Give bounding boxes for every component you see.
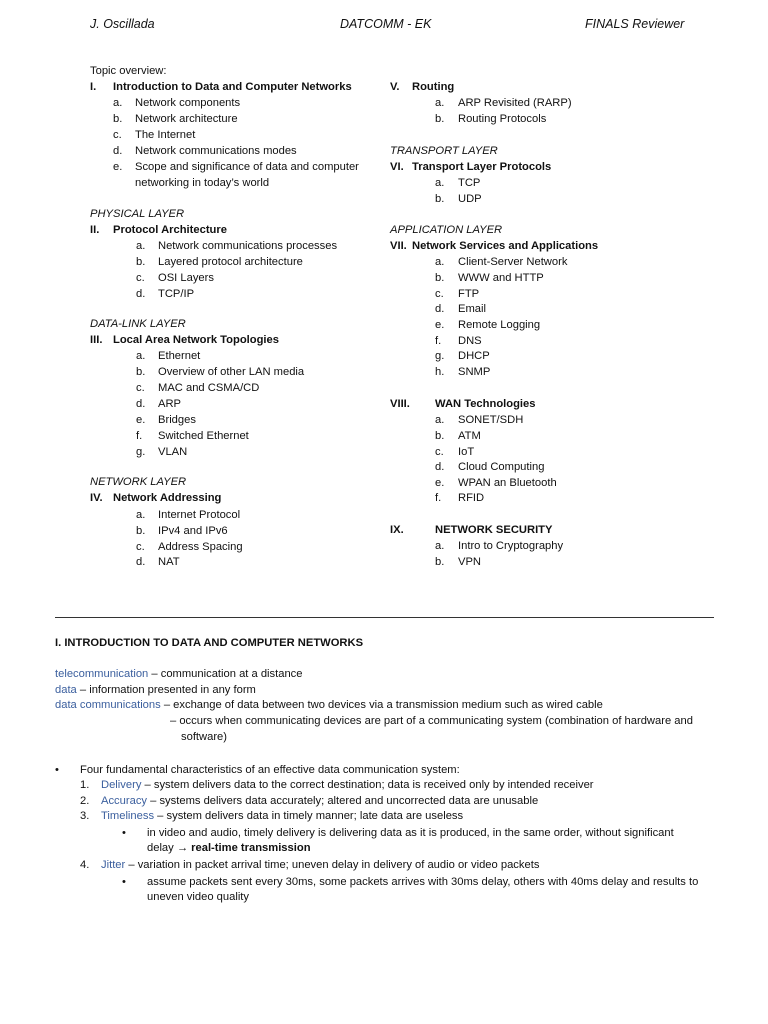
section-title: Introduction to Data and Computer Networks [113, 81, 352, 93]
list-item: OSI Layers [158, 272, 214, 284]
section-number: VII. [390, 240, 407, 252]
bullet-text-continuation: uneven video quality [147, 891, 250, 903]
characteristic-accuracy [101, 793, 538, 809]
item-letter: a. [435, 414, 445, 426]
layer-label: TRANSPORT LAYER [390, 145, 498, 157]
list-item: UDP [458, 193, 482, 205]
item-letter: c. [113, 129, 122, 141]
item-letter: b. [113, 113, 123, 125]
list-item: IoT [458, 446, 475, 458]
list-item: Network communications modes [135, 145, 297, 157]
list-item: Scope and significance of data and computer [135, 161, 359, 173]
item-number: 2. [80, 795, 90, 807]
item-number: 4. [80, 859, 90, 871]
list-item: Email [458, 303, 486, 315]
definition-text: – system delivers data to the correct destination; data is received only by intended receiver [141, 779, 594, 791]
characteristic-timeliness [101, 808, 463, 824]
term: telecommunication [55, 668, 149, 680]
list-item: Network components [135, 97, 241, 109]
term: Timeliness [101, 810, 155, 822]
list-item: TCP/IP [158, 288, 195, 300]
item-letter: d. [136, 288, 146, 300]
item-letter: d. [435, 303, 445, 315]
item-letter: d. [136, 556, 146, 568]
characteristic-delivery [101, 777, 594, 793]
definition-text: – systems delivers data accurately; altered and uncorrected data are unusable [147, 795, 539, 807]
item-letter: b. [435, 556, 445, 568]
section-heading: I. INTRODUCTION TO DATA AND COMPUTER NETWORKS [55, 637, 364, 649]
term: Accuracy [101, 795, 148, 807]
term: Jitter [101, 859, 126, 871]
layer-label: PHYSICAL LAYER [90, 208, 185, 220]
item-letter: c. [136, 541, 145, 553]
list-item: Cloud Computing [458, 461, 545, 473]
item-letter: e. [435, 319, 445, 331]
list-item: Network communications processes [158, 240, 338, 252]
item-letter: a. [435, 97, 445, 109]
list-item: Layered protocol architecture [158, 256, 303, 268]
bullet-text: Four fundamental characteristics of an effective data communication system: [80, 764, 460, 776]
definition-text: – occurs when communicating devices are part of a communicating system (combination of hardware and [170, 715, 693, 727]
text: delay [147, 842, 177, 854]
item-letter: e. [435, 477, 445, 489]
definition-data [55, 682, 256, 698]
layer-label: DATA-LINK LAYER [90, 318, 186, 330]
item-letter: a. [113, 97, 123, 109]
term: Delivery [101, 779, 142, 791]
definition-data-communications [55, 697, 603, 713]
list-item: Address Spacing [158, 541, 243, 553]
item-letter: f. [435, 335, 442, 347]
list-item: Overview of other LAN media [158, 366, 305, 378]
emphasis: real-time transmission [188, 842, 311, 854]
topic-overview-label: Topic overview: [90, 65, 167, 77]
list-item: The Internet [135, 129, 196, 141]
item-letter: b. [136, 256, 146, 268]
list-item: IPv4 and IPv6 [158, 525, 228, 537]
list-item: Switched Ethernet [158, 430, 249, 442]
list-item: FTP [458, 288, 480, 300]
item-letter: b. [136, 525, 146, 537]
item-letter: c. [136, 382, 145, 394]
arrow-icon: → [176, 842, 189, 854]
definition-text: – exchange of data between two devices via a transmission medium such as wired cable [160, 699, 603, 711]
definition-telecommunication [55, 666, 303, 682]
bullet: • [55, 764, 59, 776]
list-item: Remote Logging [458, 319, 541, 331]
bullet: • [122, 827, 126, 839]
list-item: VLAN [158, 446, 188, 458]
section-title: Network Addressing [113, 492, 222, 504]
definition-text: – information presented in any form [76, 684, 256, 696]
definition-text: – communication at a distance [148, 668, 303, 680]
list-item: WWW and HTTP [458, 272, 544, 284]
section-number: IV. [90, 492, 103, 504]
list-item: NAT [158, 556, 180, 568]
section-number: III. [90, 334, 103, 346]
section-title: Protocol Architecture [113, 224, 227, 236]
item-number: 1. [80, 779, 90, 791]
characteristic-jitter [101, 857, 539, 873]
list-item: ARP Revisited (RARP) [458, 97, 572, 109]
item-letter: e. [113, 161, 123, 173]
section-number: I. [90, 81, 97, 93]
item-letter: a. [136, 350, 146, 362]
term: data communications [55, 699, 161, 711]
bullet-text: assume packets sent every 30ms, some packets arrives with 30ms delay, others with 40ms delay and results to [147, 876, 699, 888]
bullet-text: in video and audio, timely delivery is delivering data as it is produced, in the same order, without significant [147, 827, 674, 839]
list-item: Ethernet [158, 350, 201, 362]
section-number: IX. [390, 524, 404, 536]
bullet-text-continuation [147, 840, 311, 856]
item-letter: a. [435, 540, 445, 552]
list-item: SNMP [458, 366, 491, 378]
list-item: ATM [458, 430, 481, 442]
list-item: Network architecture [135, 113, 238, 125]
item-letter: a. [435, 256, 445, 268]
item-letter: b. [435, 430, 445, 442]
list-item: WPAN an Bluetooth [458, 477, 557, 489]
header-title: FINALS Reviewer [585, 17, 685, 31]
item-letter: a. [435, 177, 445, 189]
section-title: Local Area Network Topologies [113, 334, 279, 346]
section-title: Transport Layer Protocols [412, 161, 552, 173]
list-item: DHCP [458, 350, 490, 362]
item-letter: b. [435, 193, 445, 205]
list-item: DNS [458, 335, 482, 347]
list-item: VPN [458, 556, 482, 568]
item-letter: f. [435, 492, 442, 504]
list-item: ARP [158, 398, 182, 410]
section-number: VI. [390, 161, 404, 173]
list-item: SONET/SDH [458, 414, 524, 426]
list-item: TCP [458, 177, 481, 189]
list-item: MAC and CSMA/CD [158, 382, 260, 394]
item-letter: d. [136, 398, 146, 410]
bullet: • [122, 876, 126, 888]
list-item: RFID [458, 492, 485, 504]
item-letter: b. [435, 272, 445, 284]
section-number: VIII. [390, 398, 410, 410]
definition-text: – system delivers data in timely manner; late data are useless [154, 810, 464, 822]
list-item: Client-Server Network [458, 256, 568, 268]
section-divider [55, 617, 714, 618]
list-item: Internet Protocol [158, 509, 241, 521]
item-number: 3. [80, 810, 90, 822]
list-item: Bridges [158, 414, 196, 426]
item-letter: c. [136, 272, 145, 284]
item-letter: f. [136, 430, 143, 442]
section-number: V. [390, 81, 400, 93]
section-title: Routing [412, 81, 455, 93]
list-item: Routing Protocols [458, 113, 547, 125]
definition-text: software) [181, 731, 228, 743]
section-title: NETWORK SECURITY [435, 524, 553, 536]
item-letter: e. [136, 414, 146, 426]
item-letter: c. [435, 288, 444, 300]
list-item: Intro to Cryptography [458, 540, 564, 552]
item-letter: b. [435, 113, 445, 125]
item-letter: a. [136, 240, 146, 252]
header-author: J. Oscillada [90, 17, 155, 31]
section-title: WAN Technologies [435, 398, 536, 410]
layer-label: NETWORK LAYER [90, 476, 187, 488]
item-letter: c. [435, 446, 444, 458]
item-letter: g. [136, 446, 146, 458]
item-letter: d. [113, 145, 123, 157]
section-title: Network Services and Applications [412, 240, 599, 252]
term: data [55, 684, 77, 696]
item-letter: h. [435, 366, 445, 378]
list-item-continuation: networking in today’s world [135, 177, 270, 189]
item-letter: a. [136, 509, 146, 521]
definition-text: – variation in packet arrival time; uneven delay in delivery of audio or video packets [125, 859, 540, 871]
item-letter: g. [435, 350, 445, 362]
item-letter: b. [136, 366, 146, 378]
section-number: II. [90, 224, 100, 236]
layer-label: APPLICATION LAYER [390, 224, 503, 236]
item-letter: d. [435, 461, 445, 473]
header-course: DATCOMM - EK [340, 17, 432, 31]
